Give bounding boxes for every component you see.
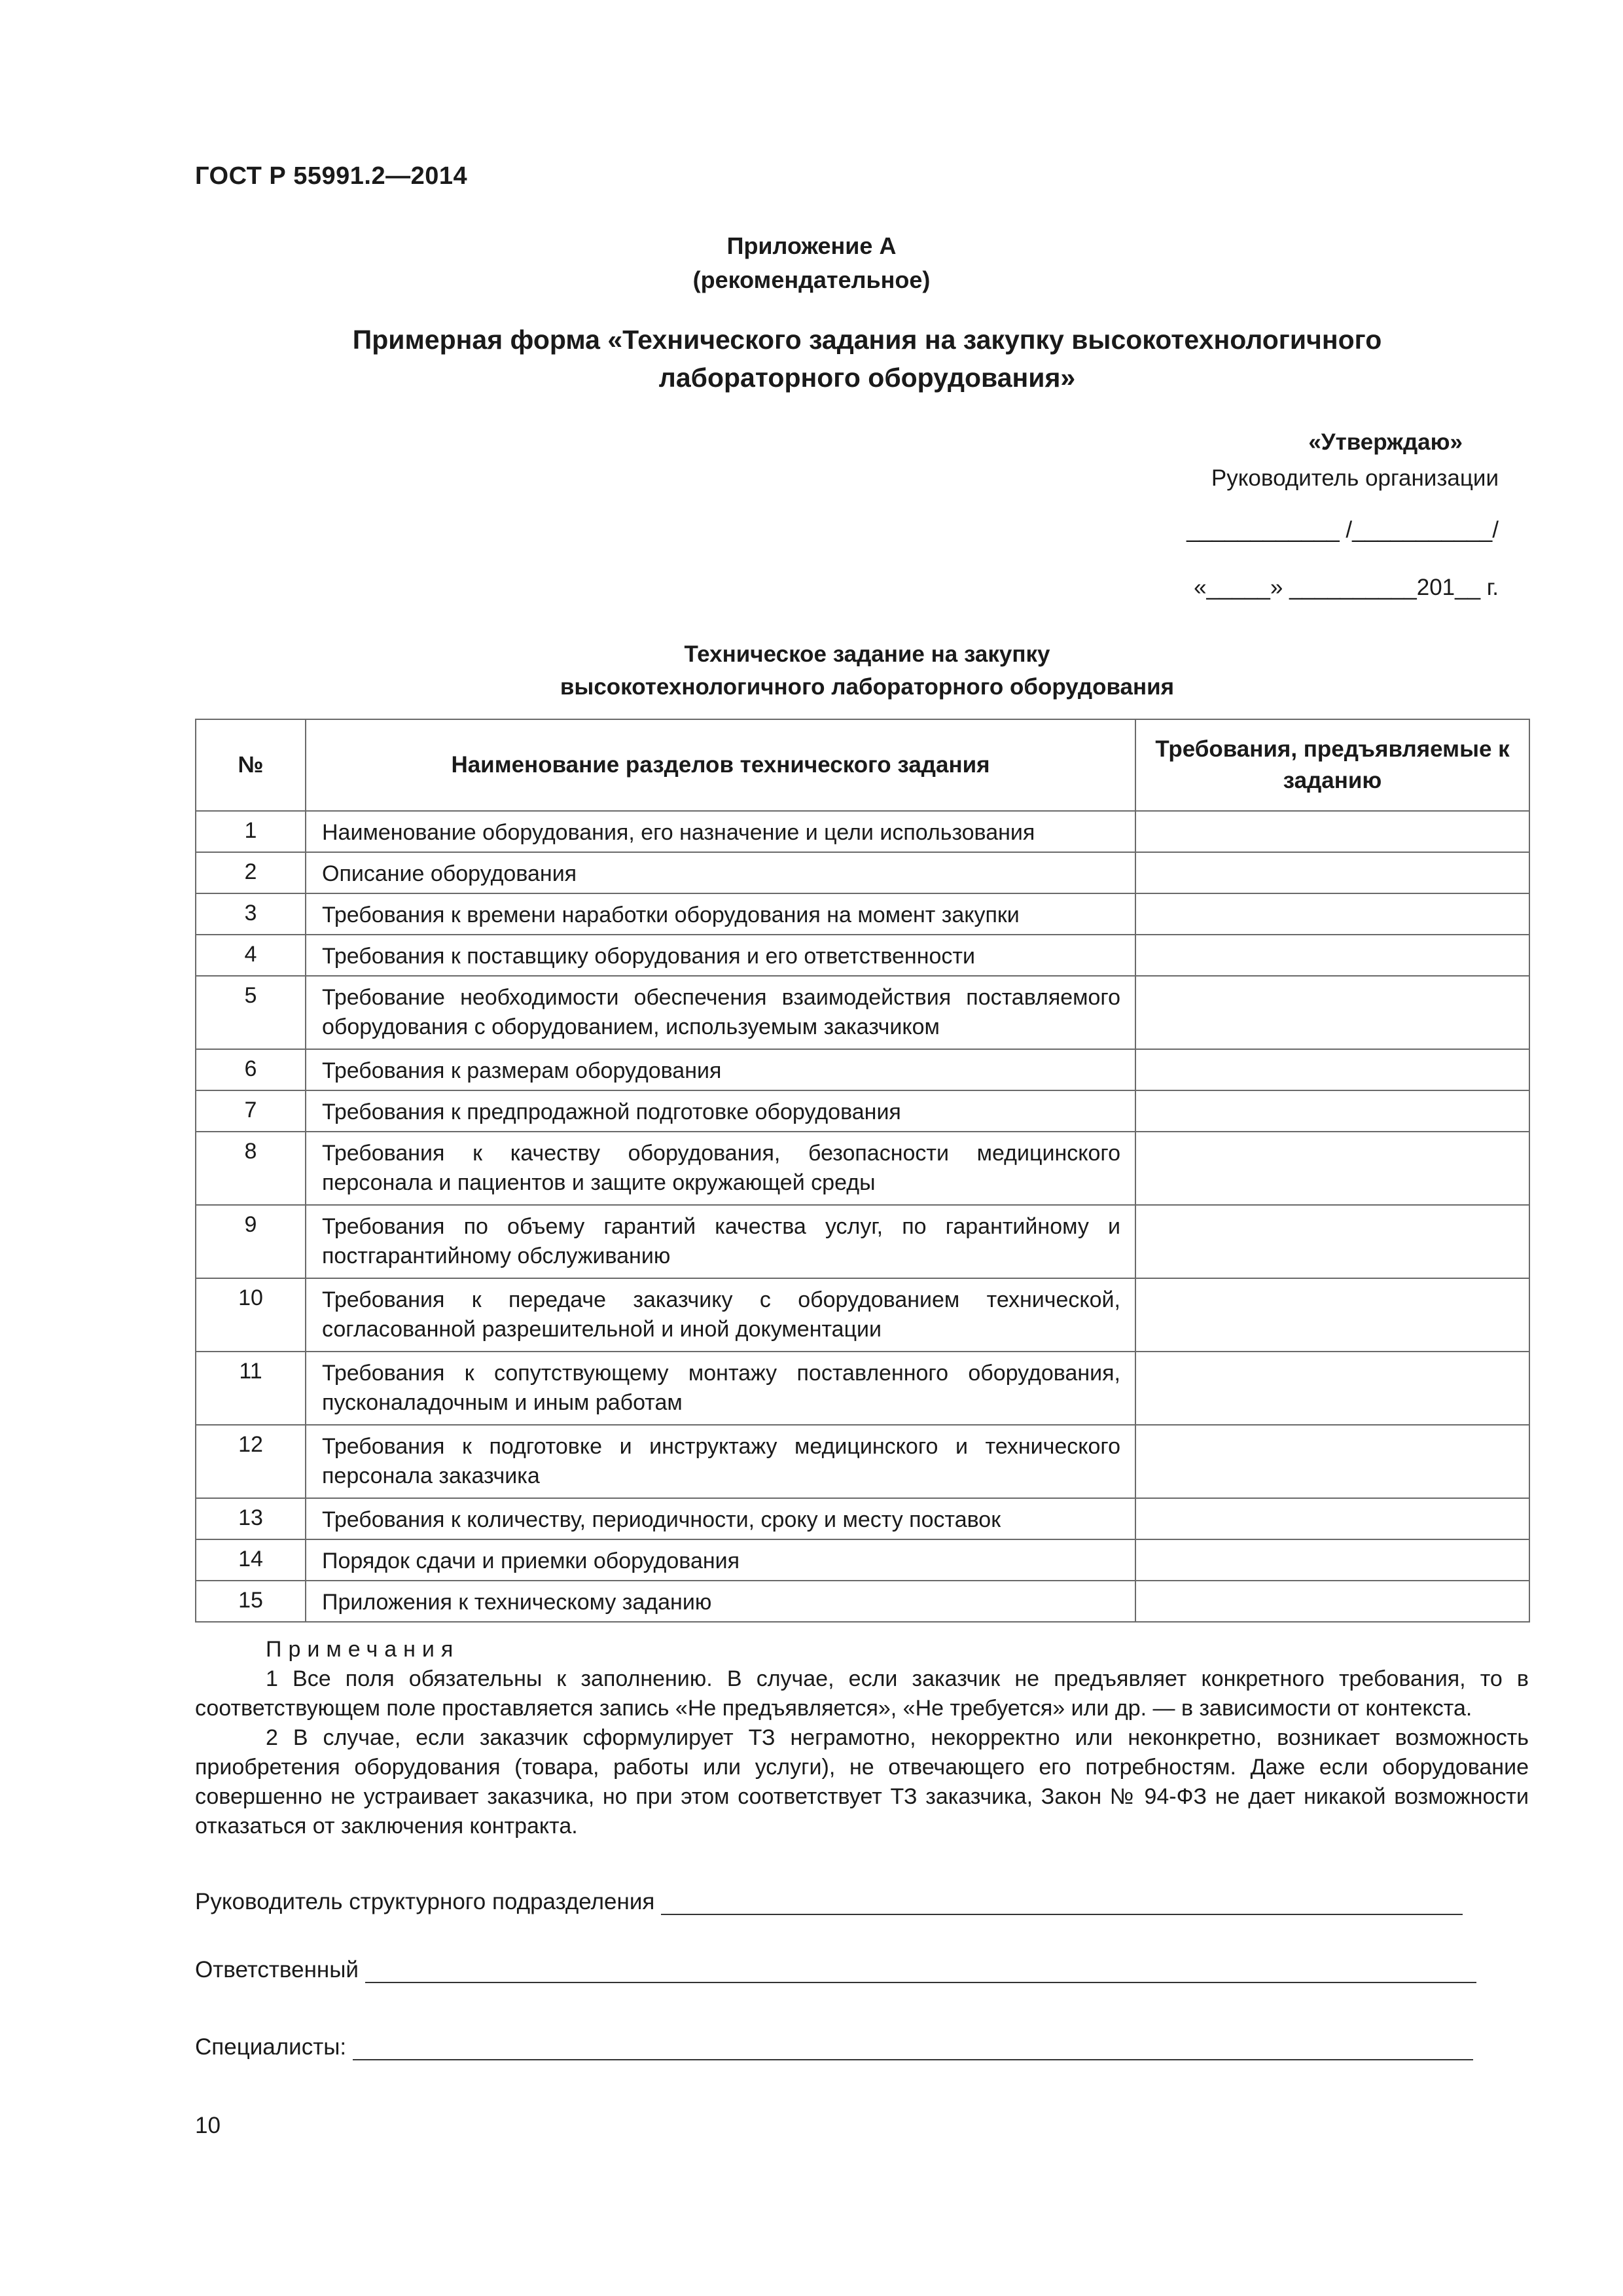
approval-block — [1211, 424, 1499, 496]
table-title-line-2: высокотехнологичного лабораторного оборудования — [560, 674, 1175, 700]
row-section-name: Требования по объему гарантий качества услуг, по гарантийному и постгарантийному обслуживанию — [306, 1205, 1135, 1278]
row-requirement-cell[interactable] — [1135, 1049, 1529, 1090]
row-number: 2 — [196, 852, 306, 893]
appendix-title: Приложение А — [726, 232, 897, 259]
row-section-name: Порядок сдачи и приемки оборудования — [306, 1539, 1135, 1581]
row-number: 11 — [196, 1352, 306, 1425]
signature-line-responsible[interactable] — [365, 1958, 1476, 1983]
row-number: 12 — [196, 1425, 306, 1498]
row-section-name: Требования к поставщику оборудования и его ответственности — [306, 935, 1135, 976]
signature-label-specialists: Специалисты: — [195, 2034, 347, 2060]
notes-heading: Примечания — [266, 1637, 460, 1662]
row-number: 10 — [196, 1278, 306, 1352]
table-row — [196, 1498, 1529, 1539]
document-code: ГОСТ Р 55991.2—2014 — [195, 162, 468, 190]
table-row — [196, 1581, 1529, 1622]
row-number: 6 — [196, 1049, 306, 1090]
row-requirement-cell[interactable] — [1135, 1090, 1529, 1132]
signature-label-division-head: Руководитель структурного подразделения — [195, 1889, 655, 1914]
row-number: 1 — [196, 811, 306, 852]
row-section-name: Описание оборудования — [306, 852, 1135, 893]
row-number: 8 — [196, 1132, 306, 1205]
row-number: 13 — [196, 1498, 306, 1539]
note-1: 1 Все поля обязательны к заполнению. В случае, если заказчик не предъявляет конкретного требования, то в соответствующем поле проставляется запись «Не предъявляется», «Не требуется» или др. — в зависимости от контекста. — [195, 1666, 1529, 1721]
row-number: 9 — [196, 1205, 306, 1278]
notes-block — [195, 1635, 1529, 1841]
signature-line-specialists[interactable] — [353, 2036, 1473, 2060]
table-row — [196, 935, 1529, 976]
signature-row-division-head — [195, 1889, 1463, 1915]
table-row — [196, 811, 1529, 852]
table-row — [196, 976, 1529, 1049]
row-section-name: Требования к передаче заказчику с оборудованием технической, согласованной разрешительной и иной документации — [306, 1278, 1135, 1352]
signature-row-responsible — [195, 1957, 1476, 1983]
row-section-name: Требования к размерам оборудования — [306, 1049, 1135, 1090]
row-number: 7 — [196, 1090, 306, 1132]
page-number: 10 — [195, 2113, 221, 2138]
appendix-status: (рекомендательное) — [692, 266, 931, 293]
table-row — [196, 1049, 1529, 1090]
row-number: 14 — [196, 1539, 306, 1581]
table-row — [196, 893, 1529, 935]
row-requirement-cell[interactable] — [1135, 1278, 1529, 1352]
approval-head-label: Руководитель организации — [1211, 465, 1499, 491]
table-row — [196, 1132, 1529, 1205]
form-title — [0, 321, 1623, 397]
row-section-name: Требование необходимости обеспечения взаимодействия поставляемого оборудования с оборудованием, используемым заказчиком — [306, 976, 1135, 1049]
row-section-name: Требования к подготовке и инструктажу медицинского и технического персонала заказчика — [306, 1425, 1135, 1498]
signature-label-responsible: Ответственный — [195, 1957, 359, 1982]
row-section-name: Требования к предпродажной подготовке оборудования — [306, 1090, 1135, 1132]
table-row — [196, 1090, 1529, 1132]
approval-date-line: «_____» __________201__ г. — [1194, 575, 1499, 600]
row-requirement-cell[interactable] — [1135, 1352, 1529, 1425]
approval-signature-line: ____________ /___________/ — [1186, 517, 1499, 543]
row-requirement-cell[interactable] — [1135, 1539, 1529, 1581]
row-number: 15 — [196, 1581, 306, 1622]
requirements-table — [195, 719, 1530, 1623]
row-section-name: Требования к качеству оборудования, безопасности медицинского персонала и пациентов и защите окружающей среды — [306, 1132, 1135, 1205]
approval-label: «Утверждаю» — [1308, 429, 1463, 455]
signature-line-division-head[interactable] — [661, 1890, 1463, 1915]
form-title-line-1: Примерная форма «Технического задания на закупку высокотехнологичного — [352, 325, 1382, 355]
row-section-name: Требования к времени наработки оборудования на момент закупки — [306, 893, 1135, 935]
row-requirement-cell[interactable] — [1135, 893, 1529, 935]
row-section-name: Требования к сопутствующему монтажу поставленного оборудования, пусконаладочным и иным работам — [306, 1352, 1135, 1425]
row-requirement-cell[interactable] — [1135, 852, 1529, 893]
row-number: 4 — [196, 935, 306, 976]
row-requirement-cell[interactable] — [1135, 1498, 1529, 1539]
row-section-name: Требования к количеству, периодичности, сроку и месту поставок — [306, 1498, 1135, 1539]
header-section-name: Наименование разделов технического задания — [306, 719, 1135, 811]
table-row — [196, 1539, 1529, 1581]
table-header-row — [196, 719, 1529, 811]
signature-row-specialists — [195, 2034, 1473, 2060]
row-requirement-cell[interactable] — [1135, 1205, 1529, 1278]
table-row — [196, 1205, 1529, 1278]
form-title-line-2: лабораторного оборудования» — [658, 363, 1076, 393]
row-requirement-cell[interactable] — [1135, 811, 1529, 852]
row-number: 5 — [196, 976, 306, 1049]
row-requirement-cell[interactable] — [1135, 1132, 1529, 1205]
table-row — [196, 1425, 1529, 1498]
row-requirement-cell[interactable] — [1135, 1425, 1529, 1498]
row-requirement-cell[interactable] — [1135, 976, 1529, 1049]
row-requirement-cell[interactable] — [1135, 935, 1529, 976]
table-row — [196, 852, 1529, 893]
table-row — [196, 1278, 1529, 1352]
row-number: 3 — [196, 893, 306, 935]
row-section-name: Наименование оборудования, его назначение и цели использования — [306, 811, 1135, 852]
note-2: 2 В случае, если заказчик сформулирует ТЗ неграмотно, некорректно или неконкретно, возникает возможность приобретения оборудования (товара, работы или услуги), не отвечающего его потребностям. Даже если оборудование совершенно не устраивает заказчика, но при этом соответствует ТЗ заказчика, Закон № 94-ФЗ не дает никакой возможности отказаться от заключения контракта. — [195, 1725, 1529, 1839]
table-row — [196, 1352, 1529, 1425]
appendix-heading — [0, 229, 1623, 297]
table-title — [0, 638, 1623, 704]
table-title-line-1: Техническое задание на закупку — [684, 641, 1050, 667]
header-number: № — [196, 719, 306, 811]
header-requirements: Требования, предъявляемые к заданию — [1135, 719, 1529, 811]
row-requirement-cell[interactable] — [1135, 1581, 1529, 1622]
row-section-name: Приложения к техническому заданию — [306, 1581, 1135, 1622]
